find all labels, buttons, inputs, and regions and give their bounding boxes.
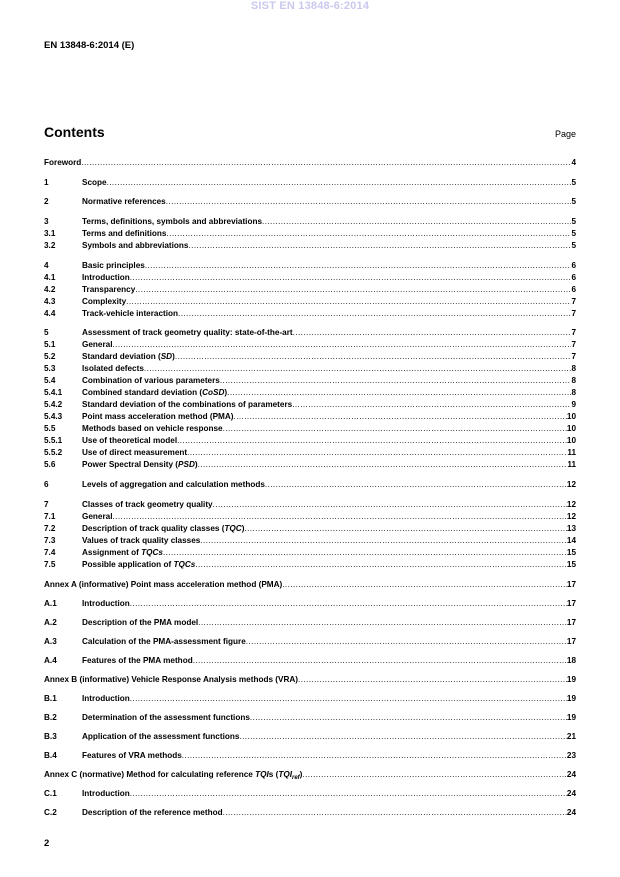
toc-entry-title bbox=[82, 535, 200, 547]
toc-entry-title bbox=[44, 769, 302, 781]
dot-leader bbox=[250, 712, 567, 724]
toc-entry[interactable] bbox=[44, 447, 576, 459]
toc-entry-page: 14 bbox=[566, 535, 576, 545]
toc-entry[interactable] bbox=[44, 693, 576, 712]
toc-entry-title bbox=[82, 788, 130, 800]
dot-leader bbox=[144, 363, 572, 375]
dot-leader bbox=[195, 559, 567, 571]
toc-entry-page: 21 bbox=[566, 731, 576, 741]
toc-entry-title bbox=[82, 523, 244, 535]
dot-leader bbox=[178, 308, 571, 320]
toc-entry-number: A.2 bbox=[44, 617, 57, 627]
toc-entry-page: 11 bbox=[567, 448, 576, 458]
toc-entry-page: 19 bbox=[566, 674, 576, 684]
toc-entry[interactable] bbox=[44, 240, 576, 252]
toc-group bbox=[44, 177, 576, 189]
toc-entry-title bbox=[82, 260, 145, 272]
toc-entry-page: 5 bbox=[571, 197, 576, 207]
toc-entry-page: 5 bbox=[571, 217, 576, 227]
toc-entry[interactable] bbox=[44, 296, 576, 308]
toc-entry-page: 6 bbox=[571, 272, 576, 282]
toc-entry[interactable] bbox=[44, 375, 576, 387]
toc-entry[interactable] bbox=[44, 535, 576, 547]
dot-leader bbox=[198, 617, 567, 629]
toc-entry[interactable] bbox=[44, 674, 576, 693]
dot-leader bbox=[188, 240, 571, 252]
italic-text: TQCs bbox=[141, 547, 163, 557]
dot-leader bbox=[220, 375, 572, 387]
toc-entry-number: 7.3 bbox=[44, 535, 56, 545]
toc-entry-title bbox=[82, 351, 175, 363]
toc-entry-number: 3.2 bbox=[44, 241, 56, 251]
italic-text: PSD bbox=[178, 460, 195, 470]
toc-entry-title bbox=[82, 479, 265, 491]
toc-entry-number: 7.5 bbox=[44, 559, 56, 569]
toc-entry-number: 2 bbox=[44, 197, 49, 207]
toc-entry-title bbox=[82, 387, 227, 399]
toc-entry-title bbox=[82, 240, 188, 252]
toc-entry[interactable] bbox=[44, 523, 576, 535]
toc-entry-number: 5.4.2 bbox=[44, 400, 63, 410]
title-text: Methods based on vehicle response bbox=[82, 424, 223, 434]
toc-entry[interactable] bbox=[44, 598, 576, 617]
dot-leader bbox=[227, 387, 571, 399]
toc-group bbox=[44, 499, 576, 571]
toc-group bbox=[44, 579, 576, 826]
dot-leader bbox=[299, 769, 567, 781]
toc-entry-page: 12 bbox=[566, 499, 576, 509]
dot-leader bbox=[130, 788, 567, 800]
toc-entry[interactable] bbox=[44, 511, 576, 523]
toc-entry-title bbox=[82, 216, 262, 228]
toc-entry-number: 4.3 bbox=[44, 296, 56, 306]
title-text: General bbox=[82, 340, 113, 350]
table-of-contents bbox=[44, 157, 576, 833]
toc-group bbox=[44, 157, 576, 169]
dot-leader bbox=[182, 750, 567, 762]
toc-entry-title bbox=[82, 499, 213, 511]
toc-entry[interactable] bbox=[44, 177, 576, 189]
toc-entry-title bbox=[44, 579, 282, 591]
toc-entry-number: 5.1 bbox=[44, 340, 56, 350]
toc-entry-number: C.1 bbox=[44, 788, 57, 798]
toc-entry-page: 18 bbox=[566, 655, 576, 665]
toc-entry-page: 24 bbox=[566, 769, 576, 779]
italic-text: TQCs bbox=[173, 559, 196, 569]
toc-entry-page: 17 bbox=[566, 598, 576, 608]
toc-entry-page: 15 bbox=[566, 547, 576, 557]
toc-entry-page: 10 bbox=[566, 424, 576, 434]
toc-entry-title bbox=[82, 750, 182, 762]
toc-entry[interactable] bbox=[44, 260, 576, 272]
italic-text: CoSD bbox=[202, 388, 225, 398]
toc-entry-page: 5 bbox=[571, 177, 576, 187]
toc-entry-number: 7 bbox=[44, 499, 49, 509]
dot-leader bbox=[130, 693, 567, 705]
toc-entry-title bbox=[82, 399, 292, 411]
toc-entry-title bbox=[82, 712, 250, 724]
toc-entry[interactable] bbox=[44, 617, 576, 636]
title-text: Power Spectral Density ( bbox=[82, 460, 179, 470]
toc-entry-page: 8 bbox=[571, 388, 576, 398]
title-text: Classes of track geometry quality bbox=[82, 499, 213, 509]
toc-entry-page: 7 bbox=[571, 340, 576, 350]
toc-entry-number: B.2 bbox=[44, 712, 57, 722]
toc-entry-page: 6 bbox=[571, 284, 576, 294]
dot-leader bbox=[223, 423, 567, 435]
toc-group bbox=[44, 260, 576, 320]
subscript-text: ref bbox=[291, 774, 300, 781]
toc-entry-page: 5 bbox=[571, 229, 576, 239]
toc-entry[interactable] bbox=[44, 327, 576, 339]
toc-entry[interactable] bbox=[44, 712, 576, 731]
toc-entry-title bbox=[82, 617, 198, 629]
toc-entry[interactable] bbox=[44, 655, 576, 674]
dot-leader bbox=[81, 157, 571, 169]
toc-entry-number: 4.1 bbox=[44, 272, 56, 282]
toc-entry-number: 5.4.1 bbox=[44, 388, 63, 398]
title-text: Scope bbox=[82, 177, 107, 187]
toc-entry-title bbox=[82, 459, 198, 471]
title-text: Features of the PMA method bbox=[82, 655, 193, 665]
title-text: Assignment of bbox=[82, 547, 142, 557]
toc-entry-page: 24 bbox=[566, 788, 576, 798]
dot-leader bbox=[241, 523, 566, 535]
toc-entry-number: 5.4.3 bbox=[44, 412, 63, 422]
toc-entry[interactable] bbox=[44, 788, 576, 807]
dot-leader bbox=[130, 598, 567, 610]
title-text: Use of direct measurement bbox=[82, 448, 188, 458]
toc-entry-number: 3 bbox=[44, 217, 49, 227]
dot-leader bbox=[135, 284, 571, 296]
toc-entry-page: 7 bbox=[571, 328, 576, 338]
toc-entry-number: 5.4 bbox=[44, 376, 56, 386]
toc-entry-page: 10 bbox=[566, 436, 576, 446]
dot-leader bbox=[193, 655, 567, 667]
toc-entry-title bbox=[82, 559, 195, 571]
title-text: Combined standard deviation ( bbox=[82, 388, 203, 398]
title-text: Levels of aggregation and calculation methods bbox=[82, 480, 265, 490]
dot-leader bbox=[175, 351, 572, 363]
toc-entry-page: 10 bbox=[566, 412, 576, 422]
toc-entry-title bbox=[82, 511, 113, 523]
toc-group bbox=[44, 327, 576, 471]
toc-entry[interactable] bbox=[44, 423, 576, 435]
page-column-label: Page bbox=[554, 129, 576, 139]
dot-leader bbox=[198, 459, 568, 471]
dot-leader bbox=[145, 260, 572, 272]
toc-entry[interactable] bbox=[44, 339, 576, 351]
toc-entry-page: 6 bbox=[571, 260, 576, 270]
toc-entry[interactable] bbox=[44, 499, 576, 511]
toc-entry[interactable] bbox=[44, 411, 576, 423]
dot-leader bbox=[265, 479, 567, 491]
toc-entry-page: 24 bbox=[566, 807, 576, 817]
toc-entry-title bbox=[82, 547, 163, 559]
toc-entry[interactable] bbox=[44, 479, 576, 491]
dot-leader bbox=[126, 296, 571, 308]
toc-entry-title bbox=[82, 327, 293, 339]
toc-entry-page: 17 bbox=[566, 617, 576, 627]
toc-entry-title bbox=[44, 674, 298, 686]
dot-leader bbox=[282, 579, 567, 591]
toc-entry-title bbox=[82, 177, 107, 189]
toc-entry-title bbox=[82, 693, 130, 705]
toc-entry-title bbox=[82, 339, 113, 351]
dot-leader bbox=[292, 399, 571, 411]
title-text: Use of theoretical model bbox=[82, 436, 178, 446]
toc-entry-number: 3.1 bbox=[44, 229, 56, 239]
title-text: Combination of various parameters bbox=[82, 376, 220, 386]
contents-title: Contents bbox=[44, 124, 105, 140]
italic-text: SD bbox=[160, 352, 173, 362]
title-text: Introduction bbox=[82, 272, 130, 282]
toc-entry-title bbox=[82, 435, 177, 447]
dot-leader bbox=[166, 228, 571, 240]
dot-leader bbox=[213, 499, 567, 511]
dot-leader bbox=[113, 339, 572, 351]
toc-entry-page: 12 bbox=[566, 480, 576, 490]
toc-entry-number: 4.2 bbox=[44, 284, 56, 294]
title-text: Complexity bbox=[82, 296, 127, 306]
toc-entry-number: 5.5 bbox=[44, 424, 56, 434]
title-text: Standard deviation of the combinations of parameters bbox=[82, 400, 293, 410]
toc-entry-number: 5.6 bbox=[44, 460, 56, 470]
title-text: Values of track quality classes bbox=[82, 535, 201, 545]
toc-entry[interactable] bbox=[44, 636, 576, 655]
toc-entry[interactable] bbox=[44, 399, 576, 411]
title-text: Application of the assessment functions bbox=[82, 731, 240, 741]
title-text: Terms, definitions, symbols and abbreviations bbox=[82, 217, 263, 227]
title-text: Description of the PMA model bbox=[82, 617, 199, 627]
toc-entry-title bbox=[82, 284, 135, 296]
toc-entry-title bbox=[82, 363, 144, 375]
toc-group bbox=[44, 479, 576, 491]
toc-entry-number: A.3 bbox=[44, 636, 57, 646]
toc-entry-number: 5.5.1 bbox=[44, 436, 63, 446]
toc-entry-page: 9 bbox=[571, 400, 576, 410]
toc-entry[interactable] bbox=[44, 216, 576, 228]
toc-entry-number: 7.2 bbox=[44, 523, 56, 533]
toc-entry-page: 7 bbox=[571, 352, 576, 362]
title-text: ) bbox=[194, 460, 198, 470]
dot-leader bbox=[187, 447, 567, 459]
toc-entry-number: 5.5.2 bbox=[44, 448, 63, 458]
dot-leader bbox=[239, 731, 566, 743]
toc-entry[interactable] bbox=[44, 363, 576, 375]
toc-entry-title bbox=[44, 157, 81, 169]
title-text: Introduction bbox=[82, 788, 130, 798]
toc-group bbox=[44, 216, 576, 252]
dot-leader bbox=[177, 435, 567, 447]
title-text: Normative references bbox=[82, 197, 166, 207]
title-text: Symbols and abbreviations bbox=[82, 241, 189, 251]
title-text: Standard deviation ( bbox=[82, 352, 161, 362]
toc-entry-title bbox=[82, 636, 246, 648]
title-text: Assessment of track geometry quality: state-of-the-art bbox=[82, 328, 293, 338]
toc-entry-page: 15 bbox=[566, 559, 576, 569]
italic-text: TQI bbox=[255, 769, 269, 779]
toc-entry-number: 4.4 bbox=[44, 308, 56, 318]
title-text: Transparency bbox=[82, 284, 136, 294]
watermark: SIST EN 13848-6:2014 bbox=[250, 0, 370, 12]
toc-entry-page: 19 bbox=[566, 712, 576, 722]
toc-entry-page: 7 bbox=[571, 308, 576, 318]
title-text: Annex B (informative) Vehicle Response Analysis methods (VRA) bbox=[44, 674, 299, 684]
toc-entry-page: 7 bbox=[571, 296, 576, 306]
title-text: Description of track quality classes ( bbox=[82, 523, 225, 533]
toc-entry[interactable] bbox=[44, 769, 576, 788]
toc-entry-page: 8 bbox=[571, 364, 576, 374]
title-text: ) bbox=[172, 352, 175, 362]
title-text: Introduction bbox=[82, 598, 130, 608]
toc-entry-title bbox=[82, 375, 220, 387]
title-text: Basic principles bbox=[82, 260, 145, 270]
title-text: Terms and definitions bbox=[82, 229, 167, 239]
toc-entry-page: 17 bbox=[566, 636, 576, 646]
toc-entry[interactable] bbox=[44, 308, 576, 320]
toc-entry[interactable] bbox=[44, 157, 576, 169]
toc-entry-number: 7.1 bbox=[44, 511, 56, 521]
toc-entry-title bbox=[82, 731, 239, 743]
toc-entry[interactable] bbox=[44, 579, 576, 598]
toc-entry-title bbox=[82, 272, 130, 284]
toc-entry-number: B.1 bbox=[44, 693, 57, 703]
toc-entry-number: 7.4 bbox=[44, 547, 56, 557]
title-text: Foreword bbox=[44, 158, 82, 167]
dot-leader bbox=[223, 807, 567, 819]
dot-leader bbox=[163, 547, 567, 559]
title-text: Annex A (informative) Point mass acceleration method (PMA) bbox=[44, 579, 283, 589]
title-text: Annex C (normative) Method for calculating reference bbox=[44, 769, 256, 779]
toc-entry-page: 19 bbox=[566, 693, 576, 703]
dot-leader bbox=[246, 636, 567, 648]
toc-entry-title bbox=[82, 196, 166, 208]
toc-entry-title bbox=[82, 807, 223, 819]
title-text: s ( bbox=[268, 769, 279, 779]
toc-entry-number: B.4 bbox=[44, 750, 57, 760]
toc-entry[interactable] bbox=[44, 731, 576, 750]
toc-entry-title bbox=[82, 228, 166, 240]
toc-entry-title bbox=[82, 598, 130, 610]
toc-entry-page: 23 bbox=[566, 750, 576, 760]
dot-leader bbox=[113, 511, 567, 523]
dot-leader bbox=[130, 272, 572, 284]
toc-entry[interactable] bbox=[44, 807, 576, 826]
toc-entry[interactable] bbox=[44, 459, 576, 471]
title-text: ) bbox=[299, 769, 303, 779]
toc-entry[interactable] bbox=[44, 750, 576, 769]
toc-entry-number: 6 bbox=[44, 480, 49, 490]
toc-entry-title bbox=[82, 308, 178, 320]
toc-entry[interactable] bbox=[44, 387, 576, 399]
toc-entry-page: 4 bbox=[571, 158, 576, 167]
toc-entry-title bbox=[82, 447, 187, 459]
toc-entry[interactable] bbox=[44, 435, 576, 447]
title-text: ) bbox=[224, 388, 228, 398]
toc-entry-title bbox=[82, 411, 234, 423]
dot-leader bbox=[298, 674, 567, 686]
toc-entry-page: 13 bbox=[566, 523, 576, 533]
italic-text: TQI bbox=[278, 769, 292, 779]
toc-entry[interactable] bbox=[44, 351, 576, 363]
toc-entry-title bbox=[82, 296, 126, 308]
document-header: EN 13848-6:2014 (E) bbox=[44, 40, 135, 51]
title-text: ) bbox=[241, 523, 245, 533]
dot-leader bbox=[107, 177, 572, 189]
title-text: Determination of the assessment functions bbox=[82, 712, 250, 722]
toc-entry-title bbox=[82, 423, 223, 435]
toc-entry-number: 4 bbox=[44, 260, 49, 270]
toc-group bbox=[44, 196, 576, 208]
toc-entry-number: 5.2 bbox=[44, 352, 56, 362]
dot-leader bbox=[262, 216, 571, 228]
dot-leader bbox=[234, 411, 567, 423]
title-text: Introduction bbox=[82, 693, 130, 703]
toc-entry-number: 5 bbox=[44, 328, 49, 338]
toc-entry-page: 17 bbox=[566, 579, 576, 589]
toc-entry-page: 12 bbox=[566, 511, 576, 521]
title-text: Description of the reference method bbox=[82, 807, 223, 817]
toc-entry-number: A.4 bbox=[44, 655, 57, 665]
title-text: General bbox=[82, 511, 113, 521]
page-number: 2 bbox=[44, 838, 50, 849]
dot-leader bbox=[200, 535, 567, 547]
title-text: Point mass acceleration method (PMA) bbox=[82, 412, 234, 422]
dot-leader bbox=[293, 327, 572, 339]
title-text: Possible application of bbox=[82, 559, 174, 569]
toc-entry[interactable] bbox=[44, 228, 576, 240]
toc-entry[interactable] bbox=[44, 284, 576, 296]
toc-entry-number: 1 bbox=[44, 177, 49, 187]
toc-entry-number: A.1 bbox=[44, 598, 57, 608]
title-text: Track-vehicle interaction bbox=[82, 308, 179, 318]
toc-entry[interactable] bbox=[44, 559, 576, 571]
toc-entry-number: 5.3 bbox=[44, 364, 56, 374]
toc-entry-page: 5 bbox=[571, 241, 576, 251]
toc-entry-number: C.2 bbox=[44, 807, 57, 817]
title-text: Features of VRA methods bbox=[82, 750, 182, 760]
toc-entry-page: 8 bbox=[571, 376, 576, 386]
toc-entry-page: 11 bbox=[567, 460, 576, 470]
title-text: Calculation of the PMA-assessment figure bbox=[82, 636, 246, 646]
toc-entry-title bbox=[82, 655, 193, 667]
toc-entry[interactable] bbox=[44, 272, 576, 284]
toc-entry-number: B.3 bbox=[44, 731, 57, 741]
title-text: Isolated defects bbox=[82, 364, 144, 374]
italic-text: TQC bbox=[224, 523, 242, 533]
toc-entry[interactable] bbox=[44, 196, 576, 208]
dot-leader bbox=[166, 196, 572, 208]
toc-entry[interactable] bbox=[44, 547, 576, 559]
